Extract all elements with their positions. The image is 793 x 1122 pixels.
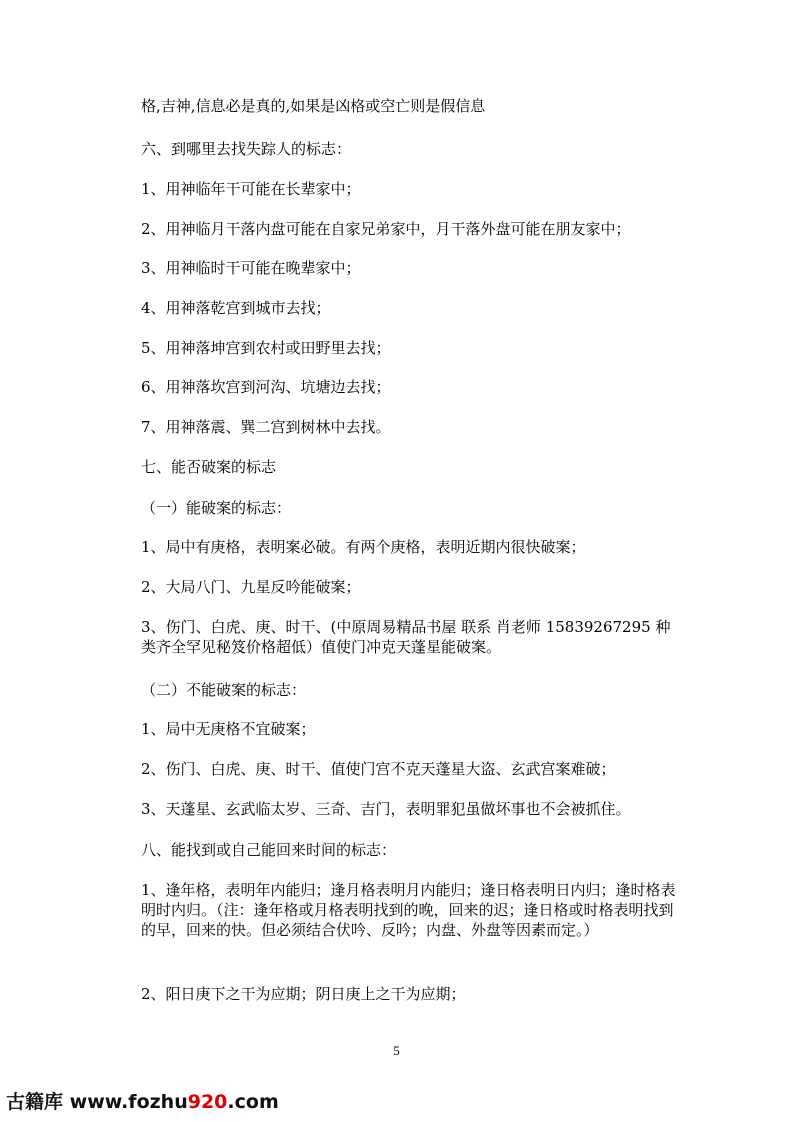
list-item: 1、用神临年干可能在长辈家中； [141,180,361,198]
list-item: 1、逢年格，表明年内能归；逢月格表明月内能归；逢日格表明日内归；逢时格表明时内归。（注：逢年格或月格表明找到的晚，回来的迟；逢日格或时格表明找到的早，回来的快。但必须结合伏吟、反吟；内盘、外盘等因素而定。） [141,881,676,939]
list-item: 1、局中有庚格，表明案必破。有两个庚格，表明近期内很快破案； [141,538,586,556]
section-heading: 七、能否破案的标志 [141,458,277,476]
list-item: 2、用神临月干落内盘可能在自家兄弟家中，月干落外盘可能在朋友家中； [141,220,631,238]
site-name: 古籍库 [6,1091,64,1113]
list-item: 1、局中无庚格不宜破案； [141,720,316,738]
section-heading: 六、到哪里去找失踪人的标志： [141,140,352,158]
site-url-suffix: .com [227,1091,279,1113]
list-item: 2、大局八门、九星反吟能破案； [141,578,361,596]
list-item: 2、伤门、白虎、庚、时干、值使门宫不克天蓬星大盗、玄武宫案难破； [141,760,616,778]
list-item: 4、用神落乾宫到城市去找； [141,299,331,317]
site-watermark[interactable] [6,1087,279,1114]
section-heading: 八、能找到或自己能回来时间的标志： [141,841,397,859]
list-item: 3、天蓬星、玄武临太岁、三奇、吉门，表明罪犯虽做坏事也不会被抓住。 [141,800,631,818]
list-item: 3、用神临时干可能在晚辈家中； [141,259,361,277]
text-line: 格,吉神,信息必是真的,如果是凶格或空亡则是假信息 [141,97,486,115]
page-number: 5 [393,1043,400,1058]
site-url-number: 920 [187,1091,228,1113]
subsection-heading: （一）能破案的标志： [141,499,292,517]
site-url-prefix: www.fozhu [69,1091,188,1113]
list-item: 5、用神落坤宫到农村或田野里去找； [141,339,391,357]
list-item: 3、伤门、白虎、庚、时干、(中原周易精品书屋 联系 肖老师 15839267295 种类齐全罕见秘笈价格超低）值使门冲克天蓬星能破案。 [141,618,671,656]
list-item: 7、用神落震、巽二宫到树林中去找。 [141,418,391,436]
list-item: 2、阳日庚下之干为应期；阴日庚上之干为应期； [141,985,466,1003]
list-item: 6、用神落坎宫到河沟、坑塘边去找； [141,378,391,396]
subsection-heading: （二）不能破案的标志： [141,681,307,699]
